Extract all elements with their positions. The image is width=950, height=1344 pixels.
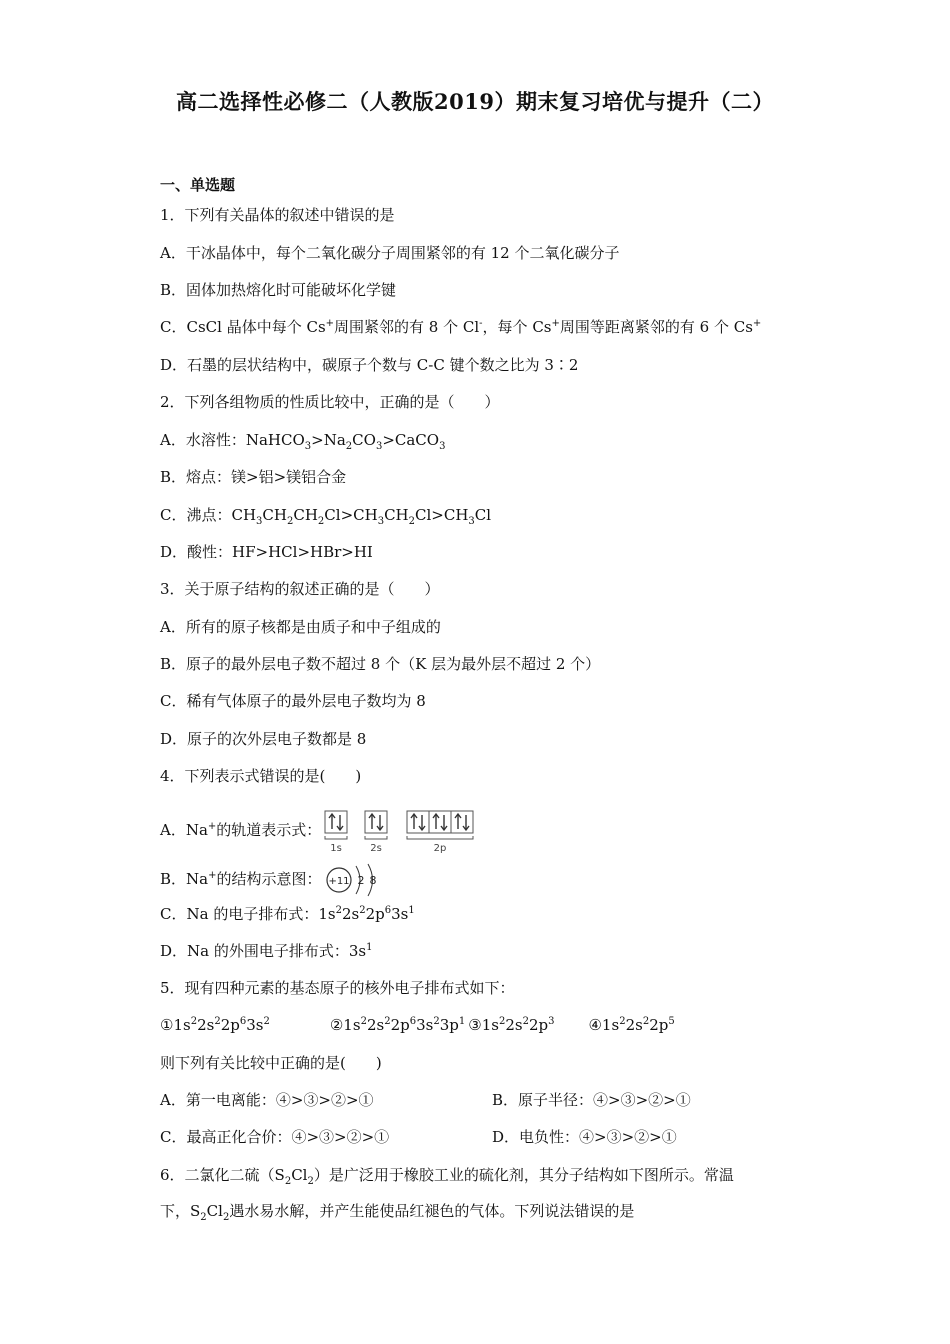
ion-shell-2: 8: [369, 874, 376, 887]
config-4: $④1s^22s^22p^5$: [588, 1016, 675, 1034]
q1-option-b: B．固体加热熔化时可能破坏化学键: [160, 281, 397, 299]
q3-option-a: A．所有的原子核都是由质子和中子组成的: [160, 618, 441, 636]
q3-option-b: B．原子的最外层电子数不超过 8 个（K 层为最外层不超过 2 个）: [160, 655, 601, 673]
q1-stem: 1．下列有关晶体的叙述中错误的是: [160, 206, 395, 224]
q1-option-d: D．石墨的层状结构中，碳原子个数与 C-C 键个数之比为 3∶2: [160, 356, 579, 374]
q2-option-b: B．熔点：镁>铝>镁铝合金: [160, 468, 347, 486]
orbital-label-2p: 2p: [433, 843, 447, 853]
q5-option-a: A．第一电离能：④>③>②>①: [160, 1091, 374, 1109]
q5-option-d: D．电负性：④>③>②>①: [492, 1128, 677, 1146]
q5-option-c: C．最高正化合价：④>③>②>①: [160, 1128, 390, 1146]
q2-option-c: C．沸点：$CH_3CH_2CH_2Cl>CH_3CH_2Cl>CH_3Cl$: [160, 506, 492, 527]
q5-follow: 则下列有关比较中正确的是( ): [160, 1054, 382, 1072]
q1-option-a: A．干冰晶体中，每个二氧化碳分子周围紧邻的有 12 个二氧化碳分子: [160, 244, 620, 262]
q5-stem: 5．现有四种元素的基态原子的核外电子排布式如下：: [160, 979, 515, 997]
q3-option-d: D．原子的次外层电子数都是 8: [160, 730, 367, 748]
q4-option-d: D．Na 的外围电子排布式：$3s^1$: [160, 942, 373, 960]
ion-nucleus-charge: +11: [327, 876, 350, 887]
q1-option-c: C．CsCl 晶体中每个 Cs+周围紧邻的有 8 个 Cl-，每个 Cs+周围等距离紧邻的有 6 个 Cs+: [160, 318, 762, 336]
q4-option-b: B．Na+的结构示意图： +11 2 8: [160, 860, 384, 900]
ion-structure-diagram: [324, 860, 384, 900]
q2-option-a: A．水溶性：$NaHCO_3>Na_2CO_3>CaCO_3$: [160, 431, 446, 452]
q6-line-2: 下，$S_2Cl_2$遇水易水解，并产生能使品红褪色的气体。下列说法错误的是: [160, 1202, 635, 1223]
orbital-label-1s: 1s: [330, 843, 343, 853]
q4-option-c: C．Na 的电子排布式：$1s^22s^22p^63s^1$: [160, 905, 415, 923]
config-3: $③1s^22s^22p^3$: [468, 1016, 555, 1034]
config-2: $②1s^22s^22p^63s^23p^1$: [329, 1016, 466, 1034]
ion-shell-1: 2: [357, 874, 364, 887]
q4-stem: 4．下列表示式错误的是( ): [160, 767, 362, 785]
q5-option-b: B．原子半径：④>③>②>①: [492, 1091, 691, 1109]
config-1: $①1s^22s^22p^63s^2$: [160, 1016, 270, 1034]
section-heading: 一、单选题: [160, 176, 236, 194]
q6-line-1: 6．二氯化二硫$(S_2Cl_2)$是广泛用于橡胶工业的硫化剂，其分子结构如下图所示。常温: [160, 1166, 734, 1187]
q3-option-c: C．稀有气体原子的最外层电子数均为 8: [160, 692, 426, 710]
orbital-diagram: [323, 809, 493, 853]
document-title: 高二选择性必修二（人教版2019）期末复习培优与提升（二）: [176, 89, 774, 114]
q5-configurations: [160, 1015, 675, 1035]
q2-stem: 2．下列各组物质的性质比较中，正确的是（ ）: [160, 393, 500, 411]
orbital-label-2s: 2s: [370, 843, 383, 853]
q3-stem: 3．关于原子结构的叙述正确的是（ ）: [160, 580, 440, 598]
q2-option-d: D．酸性：HF>HCl>HBr>HI: [160, 543, 373, 561]
q4-option-a: A．Na+的轨道表示式： 1s 2s 2p: [160, 809, 493, 853]
